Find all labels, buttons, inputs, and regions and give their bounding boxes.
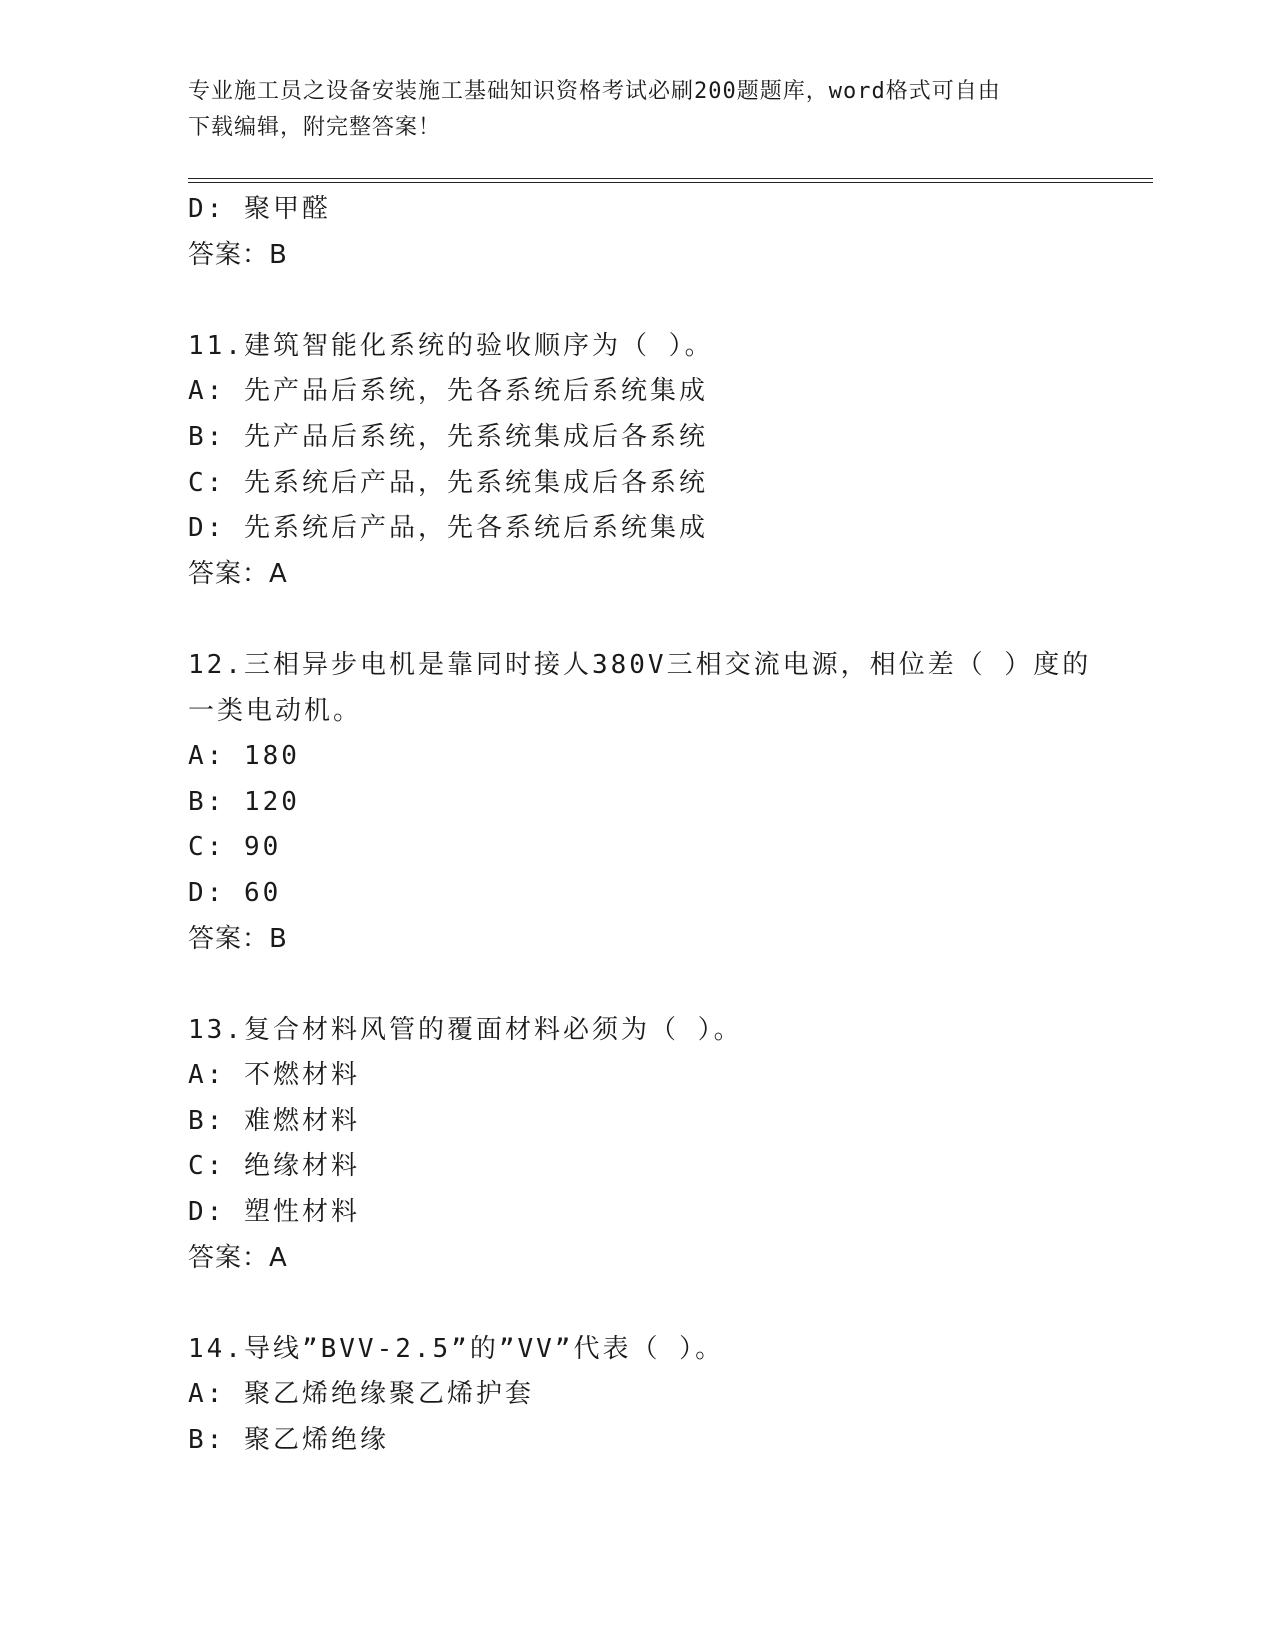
document-header [188,74,1088,146]
spacer [188,1281,1138,1327]
question-stem-line-2: 一类电动机。 [188,695,363,726]
option-a: A: 不燃材料 [188,1060,360,1091]
option-d: D: 先系统后产品，先各系统后系统集成 [188,513,708,544]
option-a: A: 180 [188,741,300,772]
option-b: B: 难燃材料 [188,1105,360,1136]
option-a: A: 先产品后系统，先各系统后系统集成 [188,376,708,407]
answer: 答案：A [188,1242,288,1273]
answer: 答案：A [188,558,288,589]
option-c: C: 90 [188,832,282,863]
option-d: D: 塑性材料 [188,1197,360,1228]
header-divider [188,178,1153,183]
question-stem: 13.复合材料风管的覆面材料必须为（ ）。 [188,1014,743,1045]
question-content [188,187,1138,1464]
option-c: C: 绝缘材料 [188,1151,360,1182]
option-b: B: 聚乙烯绝缘 [188,1425,389,1456]
option-b: B: 先产品后系统，先系统集成后各系统 [188,421,708,452]
spacer [188,278,1138,324]
question-11 [188,324,1138,598]
option-d: D: 60 [188,877,282,908]
prev-answer: 答案：B [188,239,288,270]
spacer [188,597,1138,643]
prev-option-d: D: 聚甲醛 [188,194,331,224]
option-a: A: 聚乙烯绝缘聚乙烯护套 [188,1379,534,1410]
question-14 [188,1327,1138,1464]
header-line-1: 专业施工员之设备安装施工基础知识资格考试必刷200题题库，word格式可自由 [188,79,1001,104]
question-12 [188,643,1138,962]
header-line-2: 下载编辑，附完整答案！ [188,115,442,140]
option-c: C: 先系统后产品，先系统集成后各系统 [188,467,708,498]
question-stem-line-1: 12.三相异步电机是靠同时接人380V三相交流电源，相位差（ ）度的 [188,649,1092,680]
spacer [188,962,1138,1008]
question-stem: 14.导线”BVV-2.5”的”VV”代表（ ）。 [188,1333,725,1364]
question-stem: 11.建筑智能化系统的验收顺序为（ ）。 [188,330,714,361]
answer: 答案：B [188,923,288,954]
option-b: B: 120 [188,786,300,817]
question-13 [188,1008,1138,1282]
